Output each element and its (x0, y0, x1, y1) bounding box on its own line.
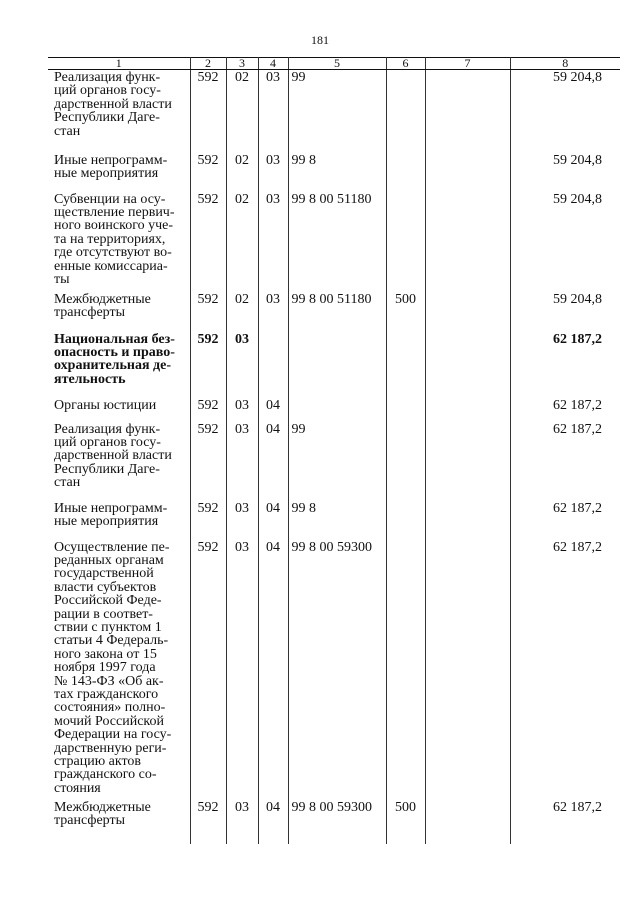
row-admin-code: 592 (190, 153, 226, 192)
budget-table (48, 57, 620, 844)
row-col7 (425, 70, 510, 153)
row-admin-code: 592 (190, 292, 226, 332)
row-admin-code: 592 (190, 800, 226, 844)
row-section: 03 (226, 800, 258, 844)
row-expense-type (386, 540, 425, 800)
row-amount: 59 204,8 (510, 292, 620, 332)
row-section: 03 (226, 422, 258, 501)
column-header: 8 (510, 58, 620, 70)
row-target-article (288, 398, 386, 422)
row-section: 02 (226, 153, 258, 192)
row-amount: 62 187,2 (510, 800, 620, 844)
row-subsection: 04 (258, 800, 288, 844)
column-header: 1 (48, 58, 190, 70)
column-header: 4 (258, 58, 288, 70)
row-admin-code: 592 (190, 540, 226, 800)
table-row (48, 398, 620, 422)
row-expense-type (386, 422, 425, 501)
row-admin-code: 592 (190, 398, 226, 422)
row-target-article: 99 8 00 59300 (288, 540, 386, 800)
row-admin-code: 592 (190, 70, 226, 153)
row-target-article: 99 8 (288, 501, 386, 540)
table-row (48, 800, 620, 844)
row-name: Реализация функ- ций органов госу- дарственной власти Республики Даге- стан (48, 422, 190, 501)
row-name: Органы юстиции (48, 398, 190, 422)
row-amount: 59 204,8 (510, 192, 620, 292)
row-subsection: 03 (258, 192, 288, 292)
row-col7 (425, 800, 510, 844)
row-subsection: 03 (258, 153, 288, 192)
table-row (48, 153, 620, 192)
row-amount: 59 204,8 (510, 153, 620, 192)
row-subsection: 04 (258, 540, 288, 800)
row-subsection: 04 (258, 398, 288, 422)
column-header: 7 (425, 58, 510, 70)
row-section: 03 (226, 540, 258, 800)
row-name: Национальная без- опасность и право- охранительная де- ятельность (48, 332, 190, 398)
table-row (48, 422, 620, 501)
page-number: 181 (311, 33, 329, 47)
row-admin-code: 592 (190, 422, 226, 501)
row-name: Иные непрограмм- ные мероприятия (48, 153, 190, 192)
row-col7 (425, 422, 510, 501)
row-amount: 62 187,2 (510, 332, 620, 398)
row-name: Иные непрограмм- ные мероприятия (48, 501, 190, 540)
row-expense-type (386, 192, 425, 292)
column-header: 5 (288, 58, 386, 70)
row-expense-type: 500 (386, 292, 425, 332)
row-section: 03 (226, 398, 258, 422)
row-col7 (425, 332, 510, 398)
row-section: 03 (226, 332, 258, 398)
row-col7 (425, 292, 510, 332)
row-expense-type (386, 70, 425, 153)
row-name: Межбюджетные трансферты (48, 800, 190, 844)
table-row (48, 70, 620, 153)
row-target-article: 99 8 00 51180 (288, 292, 386, 332)
row-admin-code: 592 (190, 501, 226, 540)
row-subsection: 03 (258, 292, 288, 332)
row-section: 03 (226, 501, 258, 540)
row-col7 (425, 153, 510, 192)
row-name: Реализация функ- ций органов госу- дарственной власти Республики Даге- стан (48, 70, 190, 153)
row-expense-type (386, 501, 425, 540)
row-expense-type: 500 (386, 800, 425, 844)
row-subsection: 03 (258, 70, 288, 153)
row-expense-type (386, 398, 425, 422)
row-amount: 62 187,2 (510, 422, 620, 501)
row-target-article: 99 8 00 51180 (288, 192, 386, 292)
table-row (48, 192, 620, 292)
table-row (48, 540, 620, 800)
row-col7 (425, 398, 510, 422)
row-amount: 62 187,2 (510, 398, 620, 422)
row-target-article (288, 332, 386, 398)
row-target-article: 99 (288, 422, 386, 501)
row-section: 02 (226, 292, 258, 332)
row-subsection (258, 332, 288, 398)
row-col7 (425, 501, 510, 540)
row-amount: 62 187,2 (510, 501, 620, 540)
row-subsection: 04 (258, 501, 288, 540)
row-admin-code: 592 (190, 192, 226, 292)
row-expense-type (386, 153, 425, 192)
table-row (48, 292, 620, 332)
row-section: 02 (226, 192, 258, 292)
row-col7 (425, 540, 510, 800)
column-header: 6 (386, 58, 425, 70)
row-col7 (425, 192, 510, 292)
column-header: 3 (226, 58, 258, 70)
row-name: Осуществление пе- реданных органам государственной власти субъектов Российской Феде- рации в соответ- ствии с пунктом 1 статьи 4 Федераль- ного закона от 15 ноября 1997 года № 143-ФЗ «Об ак- тах гражданского состояния» полно- мочий Российской Федерации на госу- дарственную реги- страцию актов гражданского со- стояния (48, 540, 190, 800)
row-target-article: 99 8 00 59300 (288, 800, 386, 844)
table-row (48, 501, 620, 540)
row-name: Субвенции на осу- ществление первич- ного воинского уче- та на территориях, где отсутствуют во- енные комиссариа- ты (48, 192, 190, 292)
row-target-article: 99 8 (288, 153, 386, 192)
row-amount: 62 187,2 (510, 540, 620, 800)
row-expense-type (386, 332, 425, 398)
column-header: 2 (190, 58, 226, 70)
row-name: Межбюджетные трансферты (48, 292, 190, 332)
row-amount: 59 204,8 (510, 70, 620, 153)
header-row (48, 58, 620, 70)
row-subsection: 04 (258, 422, 288, 501)
row-target-article: 99 (288, 70, 386, 153)
table-row (48, 332, 620, 398)
row-admin-code: 592 (190, 332, 226, 398)
row-section: 02 (226, 70, 258, 153)
